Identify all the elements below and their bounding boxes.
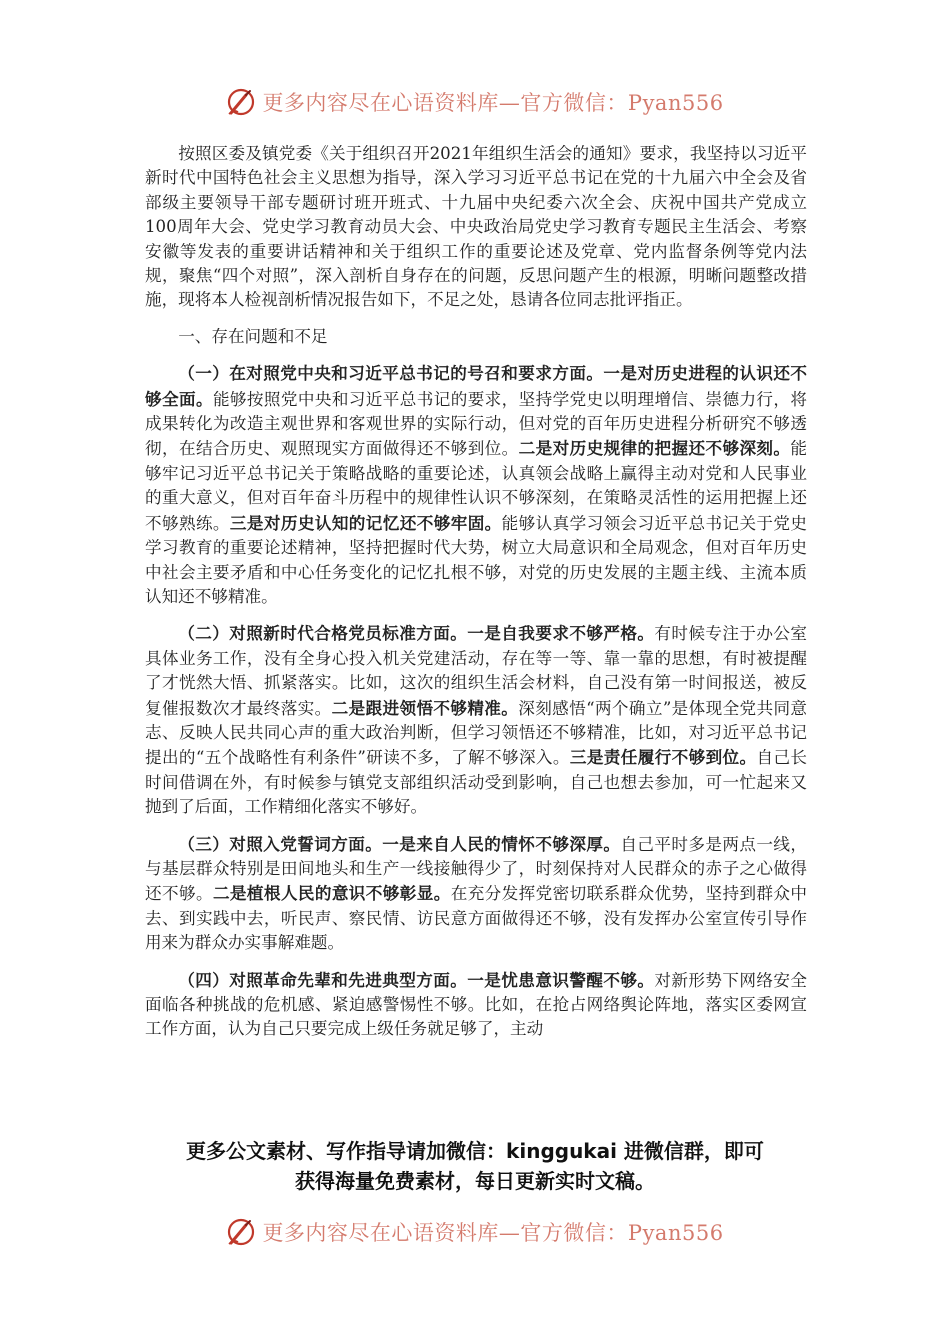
bold-point: 二是对历史规律的把握还不够深刻。 [518,438,791,459]
paragraph-1 [145,361,807,609]
promo-line-2: 获得海量免费素材，每日更新实时文稿。 [295,1169,655,1193]
paragraph-4 [145,968,807,1042]
intro-paragraph: 按照区委及镇党委《关于组织召开2021年组织生活会的通知》要求，我坚持以习近平新时代中国特色社会主义思想为指导，深入学习习近平总书记在党的十九届六中全会及省部级主要领导干部专题研讨班开班式、十九届中央纪委六次全会、庆祝中国共产党成立100周年大会、党史学习教育动员大会、中央政治局党史学习教育专题民主生活会、考察安徽等发表的重要讲话精神和关于组织工作的重要论述及党章、党内监督条例等党内法规，聚焦“四个对照”，深入剖析自身存在的问题，反思问题产生的根源，明晰问题整改措施，现将本人检视剖析情况报告如下，不足之处，恳请各位同志批评指正。 [145,144,807,310]
bold-point: 二是跟进领悟不够精准。 [331,697,519,718]
section-heading: 一、存在问题和不足 [178,326,328,346]
bold-lead: （一）在对照党中央和习近平总书记的号召和要求方面。一是对历史进程的认识还不够全面。 [145,363,807,409]
paragraph-3 [145,832,807,956]
promo-notice [100,1136,850,1196]
promo-line-1: 更多公文素材、写作指导请加微信：kinggukai 进微信群，即可 [186,1139,764,1163]
paragraph-2 [145,621,807,819]
body-text: 深刻感悟“两个确立”是体现全党共同意志、反映人民共同心声的重大政治判断，但学习领悟还不够精准，比如，对习近平总书记提出的“五个战略性有利条件”研读不多，了解不够深入。 [145,698,808,768]
bold-point: 二是植根人民的意识不够彰显。 [212,883,451,904]
document-body [145,142,807,1042]
body-text: 自己平时多是两点一线，与基层群众特别是田间地头和生产一线接触得少了，时刻保持对人民群众的赤子之心做得还不够。 [145,834,808,904]
pen-scroll-logo-icon [226,1217,256,1247]
body-text: 能够按照党中央和习近平总书记的要求，坚持学党史以明理增信、崇德力行，将成果转化为改造主观世界和客观世界的实际行动，但对党的百年历史进程分析研究不够透彻，在结合历史、观照现实方面做得还不够到位。 [145,389,807,459]
body-text: 在充分发挥党密切联系群众优势，坚持到群众中去、到实践中去，听民声、察民情、访民意方面做得还不够，没有发挥办公室宣传引导作用来为群众办实事解难题。 [145,884,807,953]
watermark-text: 更多内容尽在心语资料库—官方微信：Pyan556 [262,91,724,115]
bold-lead: （四）对照革命先辈和先进典型方面。一是忧患意识警醒不够。 [178,969,655,990]
footer-watermark-banner [0,1212,950,1252]
header-watermark-banner [0,82,950,122]
body-text: 能够牢记习近平总书记关于策略战略的重要论述，认真领会战略上赢得主动对党和人民事业的重大意义，但对百年奋斗历程中的规律性认识不够深刻，在策略灵活性的运用把握上还不够熟练。 [145,439,807,533]
watermark-text: 更多内容尽在心语资料库—官方微信：Pyan556 [262,1221,724,1245]
body-text: 自己长时间借调在外，有时候参与镇党支部组织活动受到影响，自己也想去参加，可一忙起来又抛到了后面，工作精细化落实不够好。 [145,748,808,817]
bold-point: 三是责任履行不够到位。 [569,747,757,768]
bold-lead: （二）对照新时代合格党员标准方面。一是自我要求不够严格。 [178,623,655,644]
bold-point: 三是对历史认知的记忆还不够牢固。 [229,512,502,533]
bold-lead: （三）对照入党誓词方面。一是来自人民的情怀不够深厚。 [178,833,621,854]
body-text: 对新形势下网络安全面临各种挑战的危机感、紧迫感警惕性不够。比如，在抢占网络舆论阵地，落实区委网宣工作方面，认为自己只要完成上级任务就足够了，主动 [145,970,808,1039]
pen-scroll-logo-icon [226,87,256,117]
body-text: 有时候专注于办公室具体业务工作，没有全身心投入机关党建活动，存在等一等、靠一靠的思想，有时被提醒了才恍然大悟、抓紧落实。比如，这次的组织生活会材料，自己没有第一时间报送，被反复催报数次才最终落实。 [145,624,808,718]
body-text: 能够认真学习领会习近平总书记关于党史学习教育的重要论述精神，坚持把握时代大势，树立大局意识和全局观念，但对百年历史中社会主要矛盾和中心任务变化的记忆扎根不够，对党的历史发展的主题主线、主流本质认知还不够精准。 [145,513,807,606]
